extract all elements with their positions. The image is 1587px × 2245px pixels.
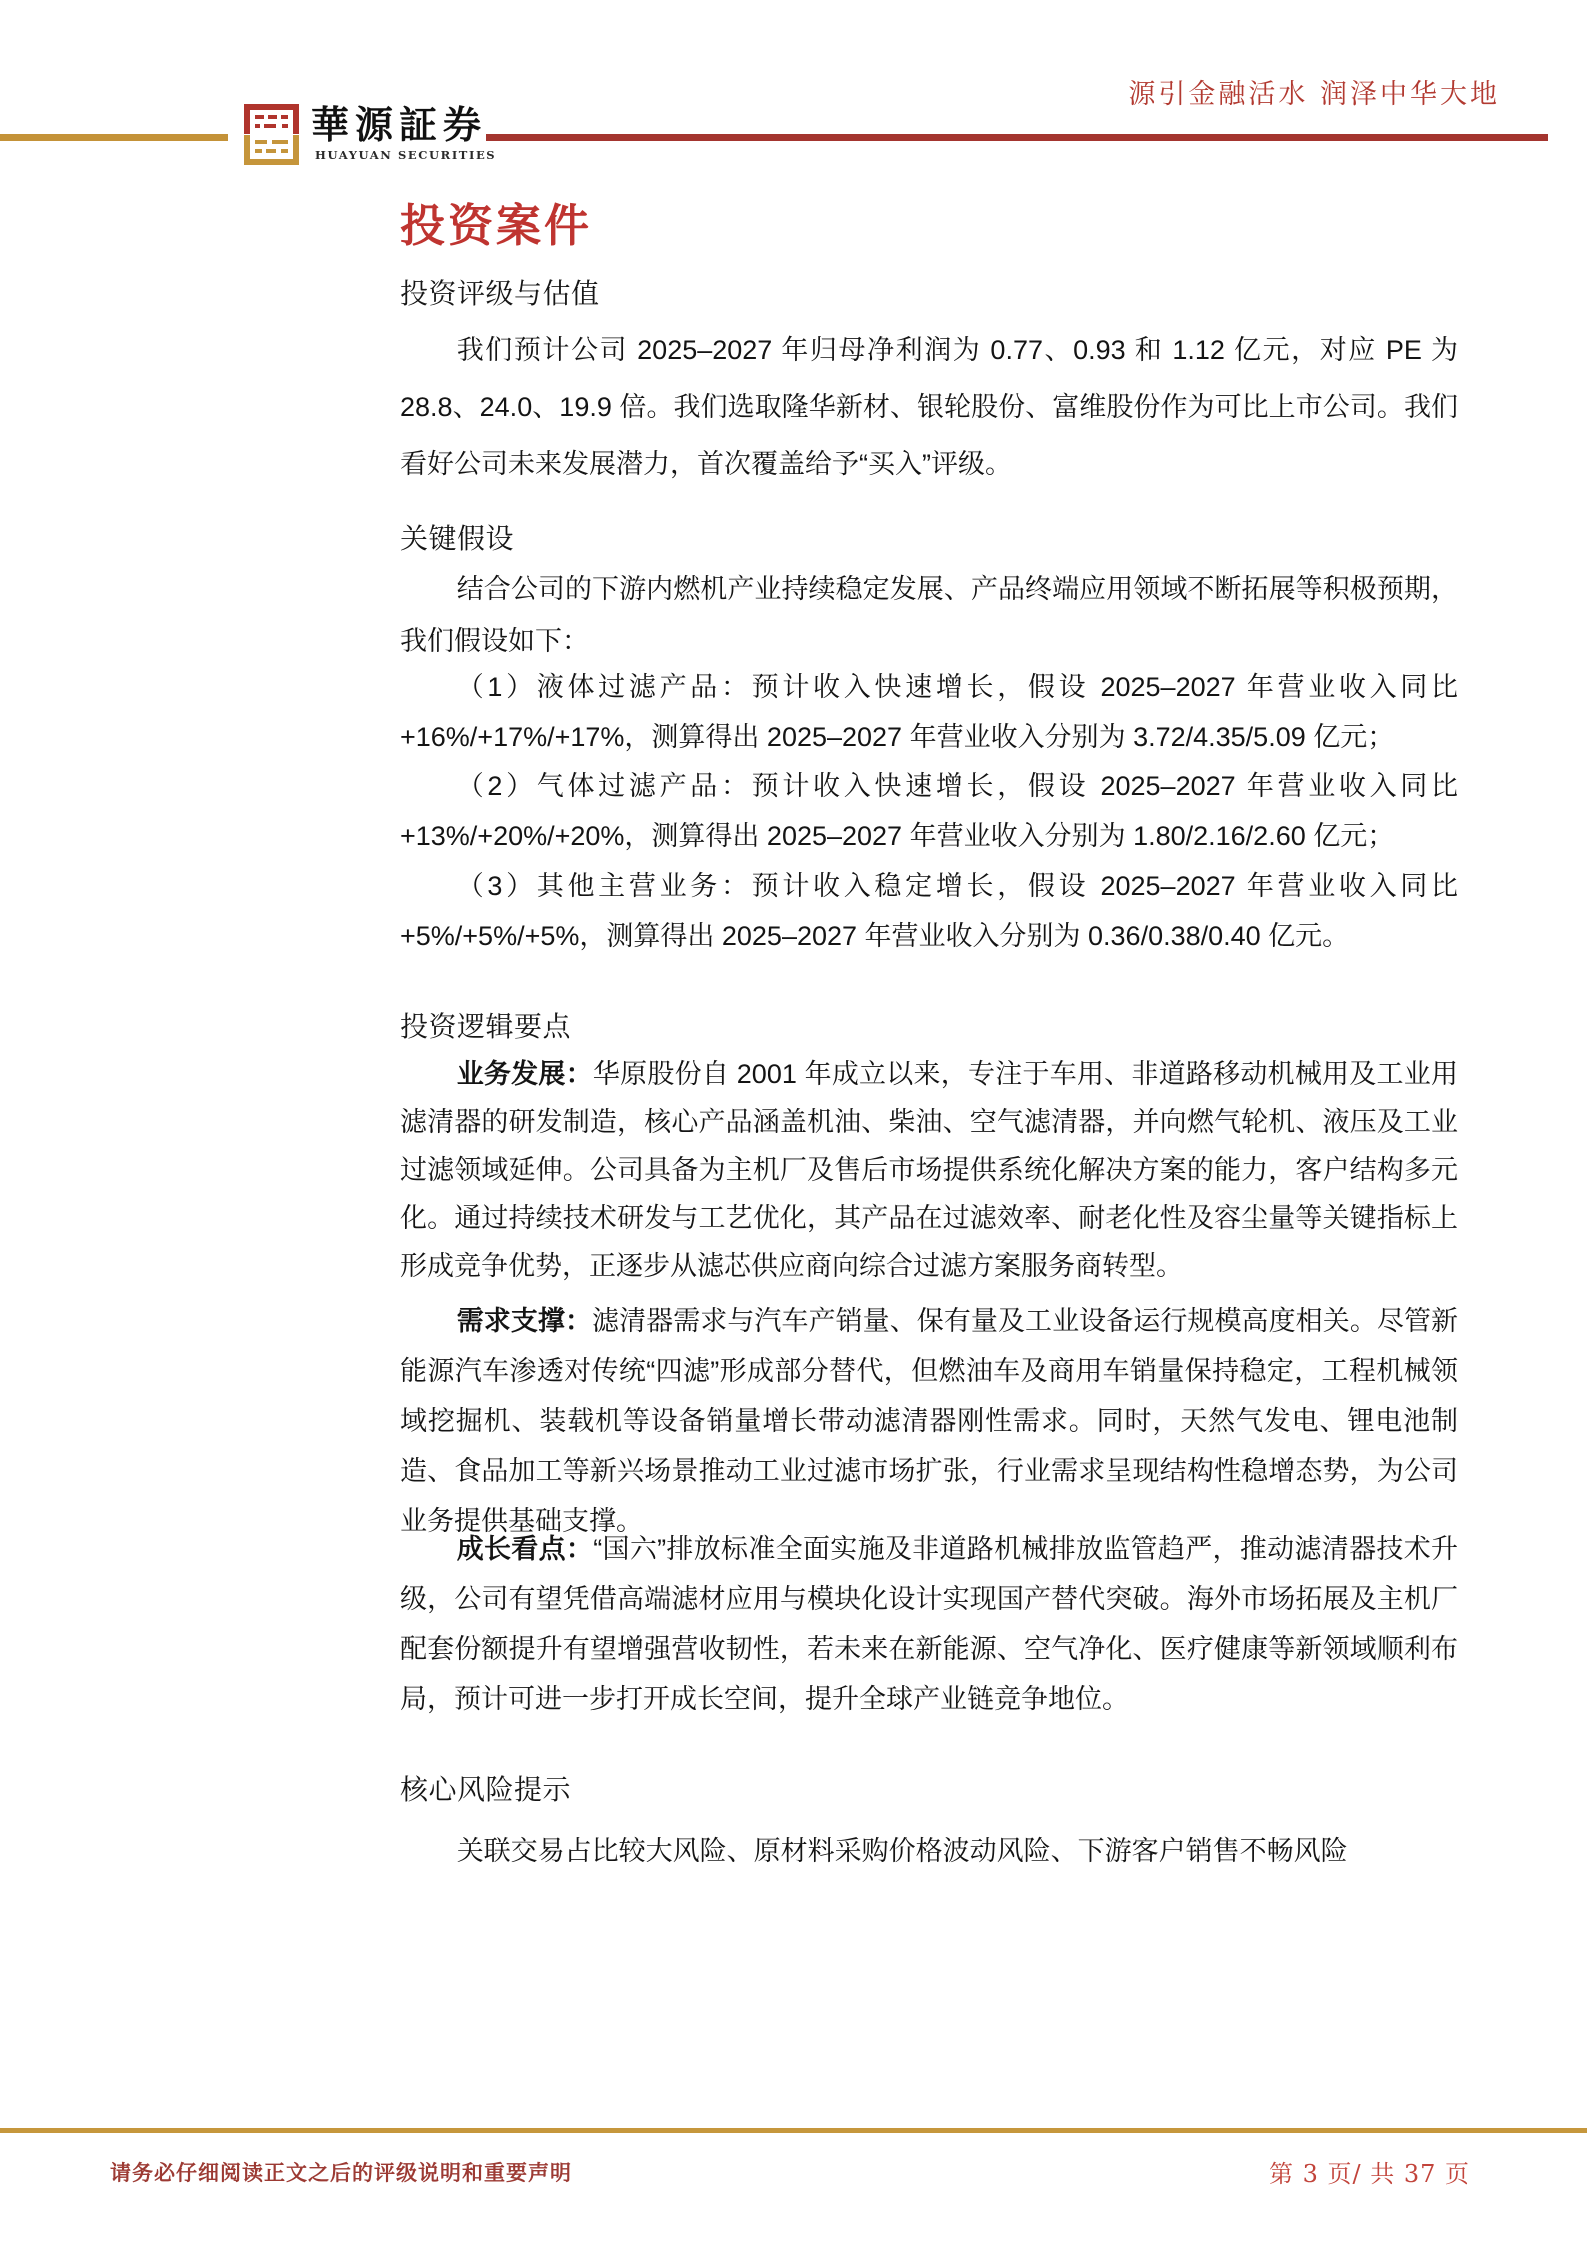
paragraph-assumption-2: （2）气体过滤产品：预计收入快速增长，假设 2025–2027 年营业收入同比 +13%/+20%/+20%，测算得出 2025–2027 年营业收入分别为 1.80/2.16/2.60 亿元； <box>400 771 1458 851</box>
paragraph-text-growth: “国六”排放标准全面实施及非道路机械排放监管趋严，推动滤清器技术升级，公司有望凭借高端滤材应用与模块化设计实现国产替代突破。海外市场拓展及主机厂配套份额提升有望增强营收韧性，若未来在新能源、空气净化、医疗健康等新领域顺利布局，预计可进一步打开成长空间，提升全球产业链竞争地位。 <box>400 1534 1458 1714</box>
header-tagline: 源引金融活水 润泽中华大地 <box>1128 79 1500 110</box>
logo-seal-icon <box>244 104 299 165</box>
section-heading-rating: 投资评级与估值 <box>400 278 600 309</box>
section-heading-assumptions: 关键假设 <box>400 523 515 554</box>
paragraph-rating: 我们预计公司 2025–2027 年归母净利润为 0.77、0.93 和 1.12 亿元，对应 PE 为 28.8、24.0、19.9 倍。我们选取隆华新材、银轮股份、富维股份作为可比上市公司。我们看好公司未来发展潜力，首次覆盖给予“买入”评级。 <box>400 335 1458 479</box>
footer-page-number: 第 3 页/ 共 37 页 <box>1268 2160 1470 2188</box>
logo-name-zh: 華源証券 <box>311 102 488 147</box>
paragraph-business-development <box>400 1050 1458 1290</box>
section-heading-risk: 核心风险提示 <box>400 1774 572 1805</box>
paragraph-lead-growth: 成长看点： <box>456 1534 594 1564</box>
paragraph-growth-highlights <box>400 1524 1458 1724</box>
header-rule-gold <box>0 134 228 141</box>
paragraph-text-demand: 滤清器需求与汽车产销量、保有量及工业设备运行规模高度相关。尽管新能源汽车渗透对传统“四滤”形成部分替代，但燃油车及商用车销量保持稳定，工程机械领域挖掘机、装载机等设备销量增长带动滤清器刚性需求。同时，天然气发电、锂电池制造、食品加工等新兴场景推动工业过滤市场扩张，行业需求呈现结构性稳增态势，为公司业务提供基础支撑。 <box>400 1306 1459 1536</box>
paragraph-assumption-1: （1）液体过滤产品：预计收入快速增长，假设 2025–2027 年营业收入同比 +16%/+17%/+17%，测算得出 2025–2027 年营业收入分别为 3.72/4.35/5.09 亿元； <box>400 672 1458 752</box>
logo-name-en: HUAYUAN SECURITIES <box>315 148 497 162</box>
section-heading-logic: 投资逻辑要点 <box>400 1011 572 1042</box>
company-logo <box>244 104 496 165</box>
header-rule-red <box>486 134 1548 141</box>
paragraph-text-business: 华原股份自 2001 年成立以来，专注于车用、非道路移动机械用及工业用滤清器的研发制造，核心产品涵盖机油、柴油、空气滤清器，并向燃气轮机、液压及工业过滤领域延伸。公司具备为主机厂及售后市场提供系统化解决方案的能力，客户结构多元化。通过持续技术研发与工艺优化，其产品在过滤效率、耐老化性及容尘量等关键指标上形成竞争优势，正逐步从滤芯供应商向综合过滤方案服务商转型。 <box>400 1059 1458 1281</box>
logo-text <box>311 104 496 162</box>
paragraph-lead-demand: 需求支撑： <box>456 1306 593 1336</box>
paragraph-demand-support <box>400 1296 1458 1546</box>
paragraph-assumptions-intro: 结合公司的下游内燃机产业持续稳定发展、产品终端应用领域不断拓展等积极预期，我们假设如下： <box>400 574 1458 656</box>
footer-disclaimer: 请务必仔细阅读正文之后的评级说明和重要声明 <box>110 2160 572 2185</box>
footer-rule-gold <box>0 2128 1587 2133</box>
paragraph-risk: 关联交易占比较大风险、原材料采购价格波动风险、下游客户销售不畅风险 <box>456 1836 1348 1866</box>
paragraph-assumption-3: （3）其他主营业务：预计收入稳定增长，假设 2025–2027 年营业收入同比 +5%/+5%/+5%，测算得出 2025–2027 年营业收入分别为 0.36/0.38/0.40 亿元。 <box>400 871 1458 951</box>
paragraph-lead-business: 业务发展： <box>456 1059 593 1089</box>
page-title: 投资案件 <box>400 200 593 251</box>
